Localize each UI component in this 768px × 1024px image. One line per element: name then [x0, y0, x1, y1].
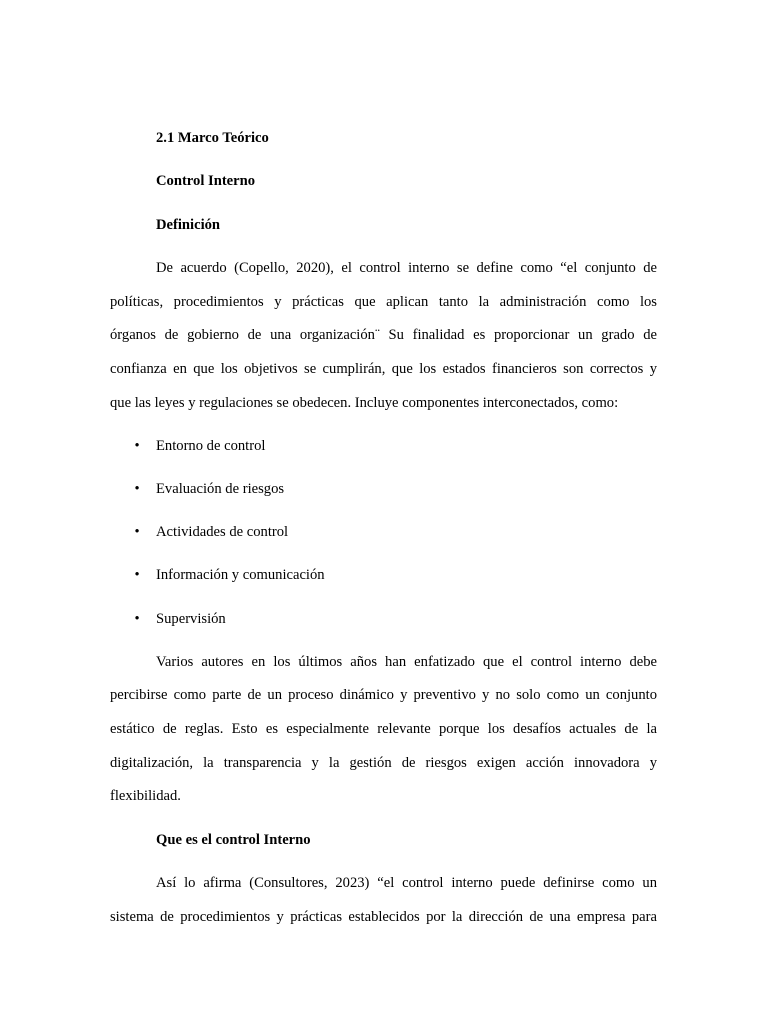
paragraph-2-line: digitalización, la transparencia y la gestión de riesgos exigen acción innovadora y [110, 755, 657, 771]
list-item-text: Actividades de control [156, 524, 289, 540]
paragraph-2-line: flexibilidad. [110, 788, 181, 804]
definition-heading: Definición [156, 217, 221, 233]
topic-heading: Control Interno [156, 173, 256, 189]
list-item-text: Supervisión [156, 611, 226, 627]
paragraph-2-line: Varios autores en los últimos años han enfatizado que el control interno debe [156, 654, 657, 670]
paragraph-3-line: Así lo afirma (Consultores, 2023) “el control interno puede definirse como un [156, 875, 657, 891]
list-item-text: Evaluación de riesgos [156, 481, 285, 497]
paragraph-1-line: políticas, procedimientos y prácticas que aplican tanto la administración como los [110, 294, 657, 310]
paragraph-2-line: percibirse como parte de un proceso dinámico y preventivo y no solo como un conjunto [110, 687, 657, 703]
list-item [110, 610, 657, 628]
paragraph-3-line: sistema de procedimientos y prácticas establecidos por la dirección de una empresa para [110, 909, 657, 925]
what-is-heading: Que es el control Interno [156, 832, 311, 848]
bullet-marker: • [134, 481, 140, 497]
section-heading: 2.1 Marco Teórico [156, 130, 269, 146]
paragraph-2-line: estático de reglas. Esto es especialmente relevante porque los desafíos actuales de la [110, 721, 657, 737]
bullet-marker: • [134, 438, 140, 454]
bullet-marker: • [134, 567, 140, 583]
paragraph-1-line: que las leyes y regulaciones se obedecen. Incluye componentes interconectados, como: [110, 395, 619, 411]
list-item [110, 566, 657, 584]
list-item-text: Entorno de control [156, 438, 266, 454]
list-item [110, 437, 657, 455]
paragraph-1-line: De acuerdo (Copello, 2020), el control interno se define como “el conjunto de [156, 260, 657, 276]
list-item-text: Información y comunicación [156, 567, 325, 583]
bullet-marker: • [134, 611, 140, 627]
paragraph-1-line: órganos de gobierno de una organización¨ Su finalidad es proporcionar un grado de [110, 327, 657, 343]
bullet-marker: • [134, 524, 140, 540]
list-item [110, 523, 657, 541]
paragraph-1-line: confianza en que los objetivos se cumplirán, que los estados financieros son correctos y [110, 361, 657, 377]
list-item [110, 480, 657, 498]
